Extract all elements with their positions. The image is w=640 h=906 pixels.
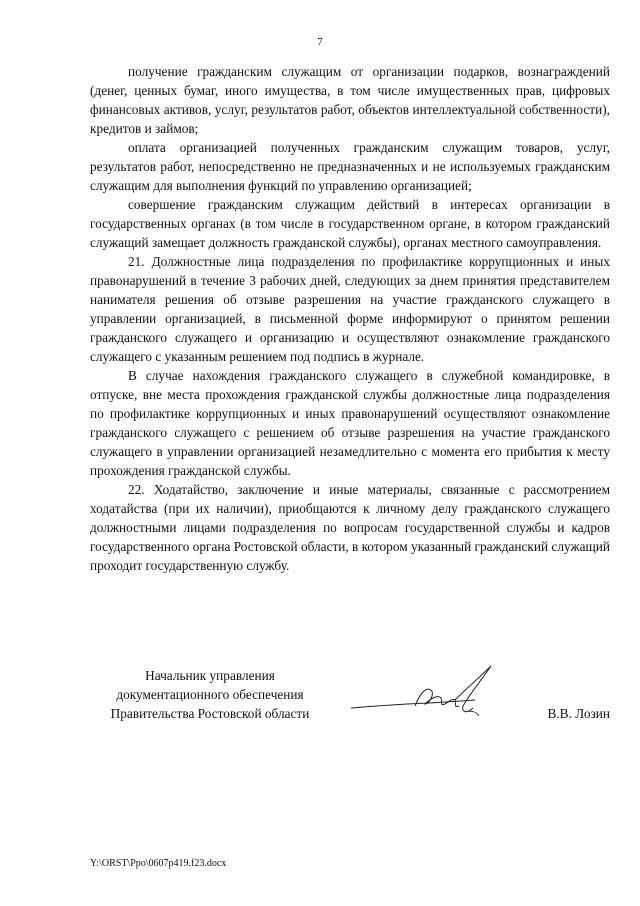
page-number: 7 <box>317 36 323 48</box>
paragraph: оплата организацией полученных гражданским служащим товаров, услуг, результатов работ, непосредственно не предназначенных и не используемых гражданским служащим для выполнения функций по управлению организацией; <box>90 140 610 193</box>
document-body <box>90 62 610 575</box>
paragraph: 21. Должностные лица подразделения по профилактике коррупционных и иных правонарушений в течение 3 рабочих дней, следующих за днем принятия представителем нанимателя решения об отзыве разрешения на участие гражданского служащего в управлении организацией, в письменной форме информируют о принятом решении гражданского служащего и организацию и осуществляют ознакомление гражданского служащего с указанным решением под подпись в журнале. <box>90 254 610 364</box>
position-line: Начальник управления <box>145 668 275 683</box>
paragraph: совершение гражданским служащим действий в интересах организации в государственных органах (в том числе в государственном органе, в котором гражданский служащий замещает должность гражданской службы), органах местного самоуправления. <box>90 197 610 250</box>
position-line: документационного обеспечения <box>116 687 304 702</box>
paragraph: получение гражданским служащим от организации подарков, вознаграждений (денег, ценных бумаг, иного имущества, в том числе имущественных прав, цифровых финансовых активов, услуг, результатов работ, объектов интеллектуальной собственности), кредитов и займов; <box>90 64 610 136</box>
footer-file-path: Y:\ORST\Ppo\0607p419.f23.docx <box>90 858 227 869</box>
position-line: Правительства Ростовской области <box>110 706 310 721</box>
paragraph: 22. Ходатайство, заключение и иные материалы, связанные с рассмотрением ходатайства (при их наличии), приобщаются к личному делу гражданского служащего должностными лицами подразделения по вопросам государственной службы и кадров государственного органа Ростовской области, в котором указанный гражданский служащий проходит государственную службу. <box>90 482 610 573</box>
signatory-name: В.В. Лозин <box>547 706 610 721</box>
handwritten-signature <box>345 660 505 730</box>
signatory-position <box>90 666 330 723</box>
paragraph: В случае нахождения гражданского служащего в служебной командировке, в отпуске, вне места прохождения гражданской службы должностные лица подразделения по профилактике коррупционных и иных правонарушений осуществляют ознакомление гражданского служащего с решением об отзыве разрешения на участие гражданского служащего в управлении организацией незамедлительно с момента его прибытия к месту прохождения гражданской службы. <box>90 368 610 478</box>
signature-block <box>90 666 610 736</box>
